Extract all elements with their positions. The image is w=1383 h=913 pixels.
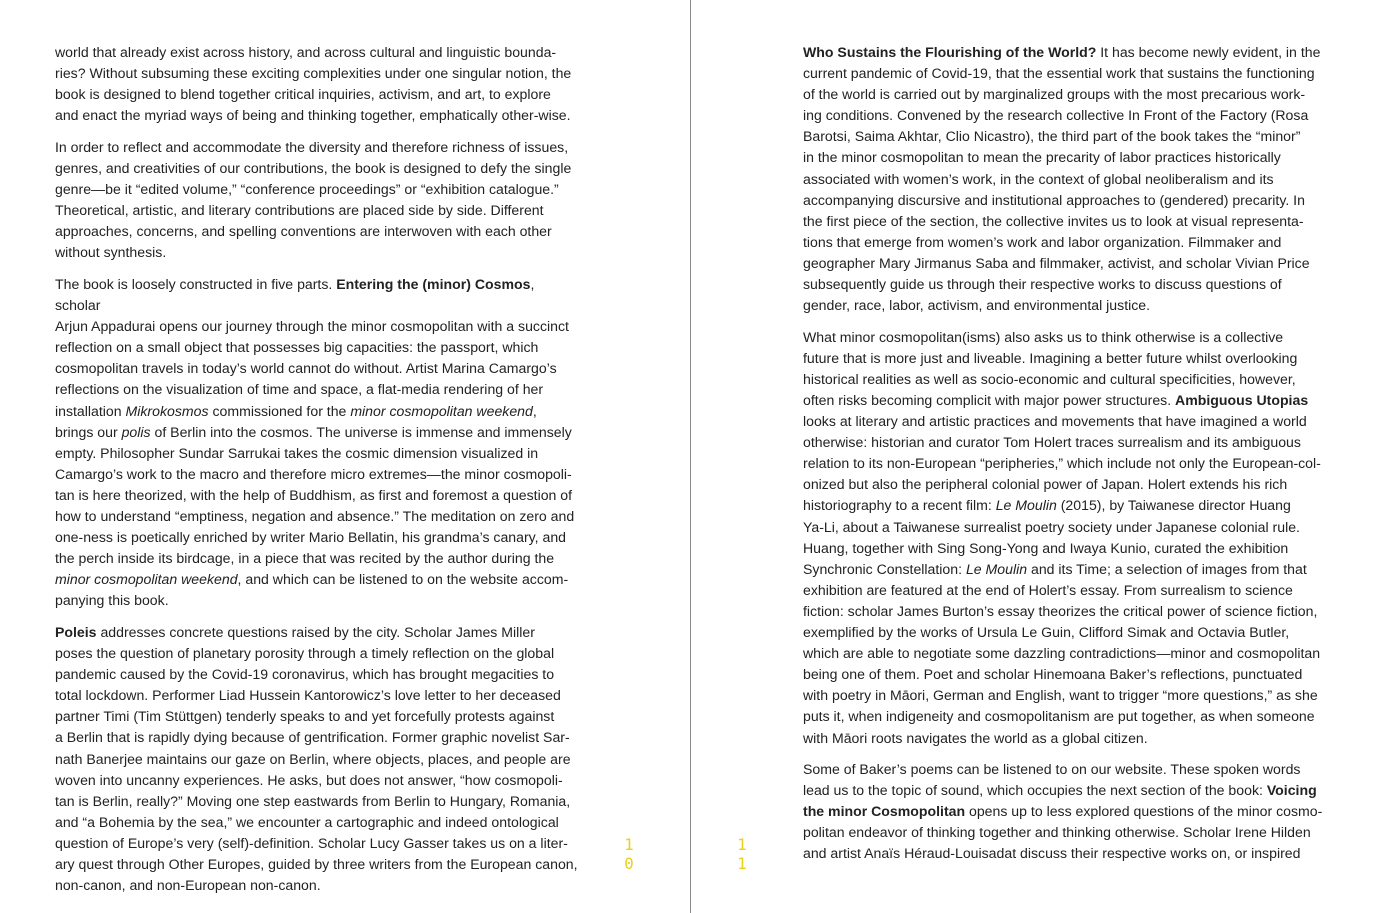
- text-line: politan endeavor of thinking together and thinking otherwise. Scholar Irene Hilden: [803, 824, 1311, 841]
- text-line: and artist Anaïs Héraud-Louisadat discuss their respective works on, or inspired: [803, 845, 1301, 862]
- text-line: the first piece of the section, the collective invites us to look at visual representa-: [803, 212, 1304, 229]
- text-line: approaches, concerns, and spelling conventions are interwoven with each other: [55, 223, 552, 240]
- text-line: the minor Cosmopolitan opens up to less explored questions of the minor cosmo-: [803, 803, 1323, 820]
- text-line: Arjun Appadurai opens our journey through the minor cosmopolitan with a succinct: [55, 318, 569, 335]
- text-line: exhibition are featured at the end of Holert’s essay. From surrealism to science: [803, 581, 1293, 598]
- text-line: ing conditions. Convened by the research collective In Front of the Factory (Rosa: [803, 107, 1309, 124]
- text-line: reflections on the visualization of time and space, a flat-media rendering of her: [55, 381, 544, 398]
- text-line: lead us to the topic of sound, which occupies the next section of the book: Voicing: [803, 782, 1317, 799]
- text-line: gender, race, labor, activism, and environmental justice.: [803, 297, 1151, 314]
- text-line: subsequently guide us through their respective works to discuss questions of: [803, 276, 1282, 293]
- text-line: relation to its non-European “peripheries,” which include not only the European-col-: [803, 455, 1321, 472]
- text-line: onized but also the peripheral colonial power of Japan. Holert extends his rich: [803, 476, 1288, 493]
- paragraph: [55, 274, 578, 612]
- text-line: how to understand “emptiness, negation and absence.” The meditation on zero and: [55, 507, 575, 524]
- paragraph: [803, 759, 1329, 864]
- text-line: tan is here theorized, with the help of Buddhism, as first and foremost a question of: [55, 486, 573, 503]
- text-line: geographer Mary Jirmanus Saba and filmmaker, activist, and scholar Vivian Price: [803, 254, 1310, 271]
- paragraph: [803, 327, 1329, 749]
- text-line: book is designed to blend together critical inquiries, activism, and art, to explore: [55, 86, 551, 103]
- text-line: and enact the myriad ways of being and thinking together, emphatically other-wise.: [55, 107, 571, 124]
- text-line: Theoretical, artistic, and literary contributions are placed side by side. Different: [55, 202, 544, 219]
- text-line: Some of Baker’s poems can be listened to on our website. These spoken words: [803, 761, 1301, 778]
- text-line: brings our polis of Berlin into the cosmos. The universe is immense and immensely: [55, 423, 572, 440]
- page-gutter-divider: [690, 0, 691, 913]
- page-number-left: 10: [624, 835, 634, 873]
- text-line: which are able to negotiate some dazzling contradictions—minor and cosmopolitan: [803, 645, 1321, 662]
- text-line: genres, and creativities of our contributions, the book is designed to defy the single: [55, 159, 572, 176]
- text-line: The book is loosely constructed in five parts. Entering the (minor) Cosmos, scholar: [55, 275, 535, 314]
- text-line: tions that emerge from women’s work and labor organization. Filmmaker and: [803, 233, 1282, 250]
- page-number-right: 11: [737, 835, 747, 873]
- text-line: accompanying discursive and institutional approaches to (gendered) precarity. In: [803, 191, 1305, 208]
- text-line: empty. Philosopher Sundar Sarrukai takes the cosmic dimension visualized in: [55, 444, 539, 461]
- text-line: current pandemic of Covid-19, that the essential work that sustains the functioning: [803, 65, 1315, 82]
- paragraph: [55, 42, 578, 126]
- text-line: exemplified by the works of Ursula Le Guin, Clifford Simak and Octavia Butler,: [803, 624, 1290, 641]
- text-line: puts it, when indigeneity and cosmopolitanism are put together, as when someone: [803, 708, 1315, 725]
- text-line: one-ness is poetically enriched by writer Mario Bellatin, his grandma’s canary, and: [55, 529, 567, 546]
- text-line: Synchronic Constellation: Le Moulin and its Time; a selection of images from that: [803, 560, 1307, 577]
- text-line: panying this book.: [55, 592, 169, 609]
- text-line: with Māori roots navigates the world as a global citizen.: [803, 729, 1148, 746]
- text-line: pandemic caused by the Covid-19 coronavirus, which has brought megacities to: [55, 666, 555, 683]
- text-line: reflection on a small object that possesses big capacities: the passport, which: [55, 339, 539, 356]
- paragraph: [55, 137, 578, 264]
- text-line: nath Banerjee maintains our gaze on Berlin, where objects, places, and people are: [55, 750, 571, 767]
- text-line: without synthesis.: [55, 244, 167, 261]
- text-line: question of Europe’s very (self)-definition. Scholar Lucy Gasser takes us on a liter-: [55, 834, 568, 851]
- text-line: Ya-Li, about a Taiwanese surrealist poetry society under Japanese colonial rule.: [803, 518, 1300, 535]
- paragraph: [55, 622, 578, 896]
- text-line: historiography to a recent film: Le Moulin (2015), by Taiwanese director Huang: [803, 497, 1291, 514]
- text-line: cosmopolitan travels in today’s world cannot do without. Artist Marina Camargo’s: [55, 360, 557, 377]
- text-line: Who Sustains the Flourishing of the World? It has become newly evident, in the: [803, 44, 1321, 60]
- text-line: genre—be it “edited volume,” “conference proceedings” or “exhibition catalogue.”: [55, 181, 559, 198]
- text-line: otherwise: historian and curator Tom Holert traces surrealism and its ambiguous: [803, 434, 1301, 451]
- text-line: Barotsi, Saima Akhtar, Clio Nicastro), the third part of the book takes the “minor”: [803, 128, 1301, 145]
- right-page-text: [803, 42, 1329, 875]
- text-line: world that already exist across history, and across cultural and linguistic bounda-: [55, 44, 557, 60]
- text-line: associated with women’s work, in the context of global neoliberalism and its: [803, 170, 1274, 187]
- text-line: fiction: scholar James Burton’s essay theorizes the critical power of science fiction,: [803, 602, 1318, 619]
- text-line: in the minor cosmopolitan to mean the precarity of labor practices historically: [803, 149, 1281, 166]
- text-line: and “a Bohemia by the sea,” we encounter a cartographic and indeed ontological: [55, 813, 559, 830]
- text-line: total lockdown. Performer Liad Hussein Kantorowicz’s love letter to her deceased: [55, 687, 561, 704]
- text-line: Huang, together with Sing Song-Yong and Iwaya Kunio, curated the exhibition: [803, 539, 1289, 556]
- text-line: future that is more just and liveable. Imagining a better future whilst overlooking: [803, 349, 1298, 366]
- text-line: ary quest through Other Europes, guided by three writers from the European canon,: [55, 855, 578, 872]
- text-line: installation Mikrokosmos commissioned for the minor cosmopolitan weekend,: [55, 402, 537, 419]
- text-line: of the world is carried out by marginalized groups with the most precarious work-: [803, 86, 1306, 103]
- text-line: In order to reflect and accommodate the diversity and therefore richness of issues,: [55, 138, 569, 155]
- text-line: What minor cosmopolitan(isms) also asks us to think otherwise is a collective: [803, 328, 1284, 345]
- text-line: often risks becoming complicit with major power structures. Ambiguous Utopias: [803, 392, 1309, 408]
- text-line: looks at literary and artistic practices and movements that have imagined a world: [803, 413, 1307, 430]
- text-line: with poetry in Māori, German and English, want to trigger “more questions,” as she: [803, 687, 1318, 704]
- text-line: historical realities as well as socio-economic and cultural specificities, however,: [803, 370, 1296, 387]
- text-line: woven into uncanny experiences. He asks, but does not answer, “how cosmopoli-: [55, 771, 563, 788]
- text-line: non-canon, and non-European non-canon.: [55, 877, 321, 894]
- text-line: the perch inside its birdcage, in a piece that was recited by the author during the: [55, 550, 555, 567]
- text-line: partner Timi (Tim Stüttgen) tenderly speaks to and yet forcefully protests against: [55, 708, 555, 725]
- text-line: poses the question of planetary porosity through a timely reflection on the global: [55, 645, 555, 662]
- paragraph: [803, 42, 1329, 316]
- text-line: Camargo’s work to the macro and therefore micro extremes—the minor cosmopoli-: [55, 465, 572, 482]
- text-line: minor cosmopolitan weekend, and which can be listened to on the website accom-: [55, 571, 569, 588]
- text-line: ries? Without subsuming these exciting complexities under one singular notion, the: [55, 65, 572, 82]
- text-line: tan is Berlin, really?” Moving one step eastwards from Berlin to Hungary, Romania,: [55, 792, 571, 809]
- text-line: a Berlin that is rapidly dying because of gentrification. Former graphic novelist Sar-: [55, 729, 570, 746]
- left-page-text: [55, 42, 578, 907]
- text-line: being one of them. Poet and scholar Hinemoana Baker’s reflections, punctuated: [803, 666, 1303, 683]
- text-line: Poleis addresses concrete questions raised by the city. Scholar James Miller: [55, 623, 535, 640]
